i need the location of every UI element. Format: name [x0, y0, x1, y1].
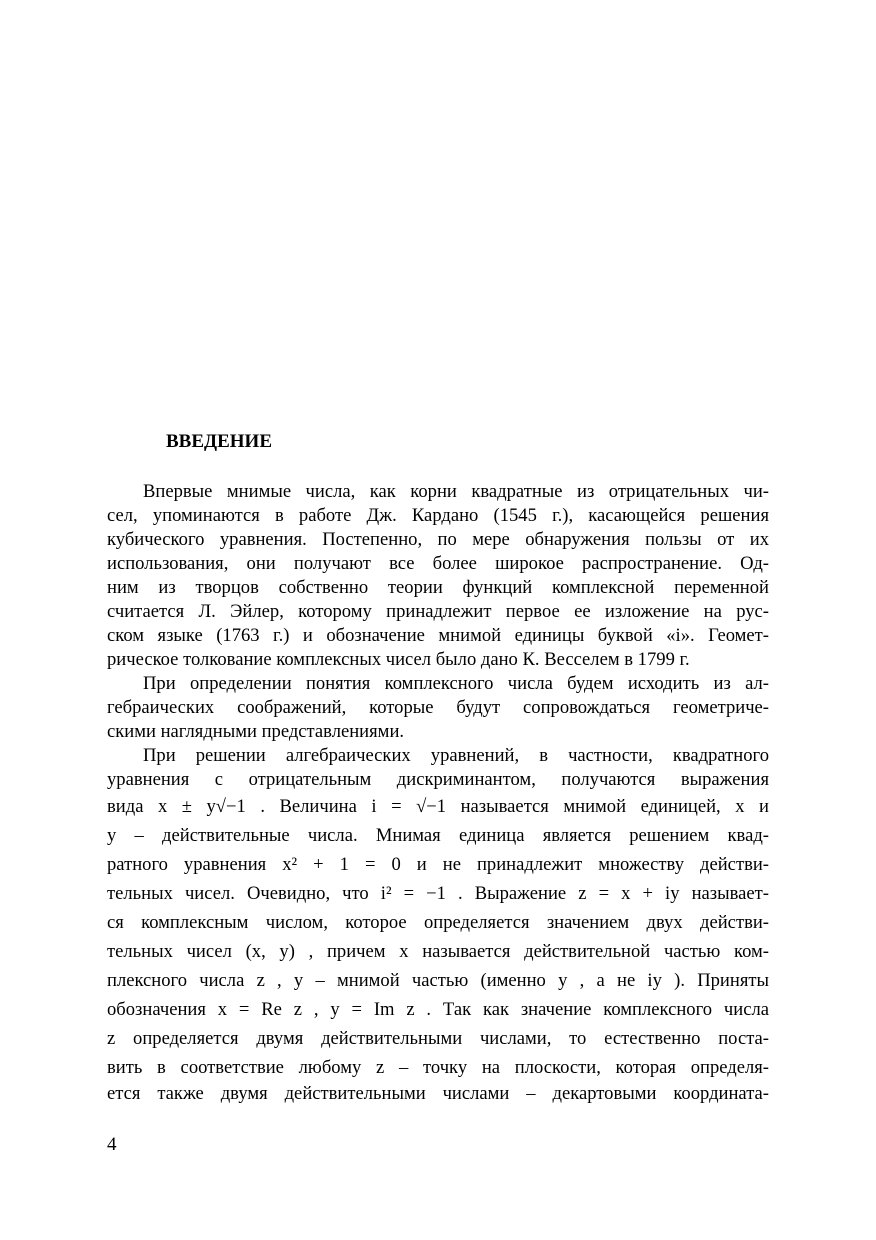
text-line: гебраических соображений, которые будут сопровождаться геометриче-: [107, 697, 769, 718]
text-line: ся комплексным числом, которое определяется значением двух действи-: [107, 912, 769, 933]
text-line: кубического уравнения. Постепенно, по мере обнаружения пользы от их: [107, 529, 769, 550]
text-line: ском языке (1763 г.) и обозначение мнимой единицы буквой «i». Геомет-: [107, 625, 769, 646]
text-line: плексного числа z , y – мнимой частью (именно y , а не iy ). Приняты: [107, 970, 769, 991]
body-text: [107, 480, 769, 1106]
section-heading: ВВЕДЕНИЕ: [166, 431, 272, 452]
text-line: сел, упоминаются в работе Дж. Кардано (1545 г.), касающейся решения: [107, 505, 769, 526]
text-line: тельных чисел. Очевидно, что i² = −1 . Выражение z = x + iy называет-: [107, 883, 769, 904]
text-line: ним из творцов собственно теории функций комплексной переменной: [107, 577, 769, 598]
text-line: вить в соответствие любому z – точку на плоскости, которая определя-: [107, 1057, 769, 1078]
text-line: вида x ± y√−1 . Величина i = √−1 называется мнимой единицей, x и: [107, 796, 769, 817]
text-line: z определяется двумя действительными числами, то естественно поста-: [107, 1028, 769, 1049]
text-line: обозначения x = Re z , y = Im z . Так как значение комплексного числа: [107, 999, 769, 1020]
text-line: ратного уравнения x² + 1 = 0 и не принадлежит множеству действи-: [107, 854, 769, 875]
text-line: рическое толкование комплексных чисел было дано К. Весселем в 1799 г.: [107, 649, 690, 670]
text-line: y – действительные числа. Мнимая единица является решением квад-: [107, 825, 769, 846]
text-line: Впервые мнимые числа, как корни квадратные из отрицательных чи-: [143, 481, 769, 502]
paragraph: [107, 744, 769, 1106]
text-line: уравнения с отрицательным дискриминантом, получаются выражения: [107, 769, 769, 790]
paragraph: [107, 672, 769, 744]
text-line: При определении понятия комплексного числа будем исходить из ал-: [143, 673, 769, 694]
text-line: При решении алгебраических уравнений, в частности, квадратного: [143, 745, 769, 766]
text-line: считается Л. Эйлер, которому принадлежит первое ее изложение на рус-: [107, 601, 769, 622]
text-line: использования, они получают все более широкое распространение. Од-: [107, 553, 769, 574]
text-line: ется также двумя действительными числами – декартовыми координата-: [107, 1083, 769, 1104]
paragraph: [107, 480, 769, 672]
text-line: скими наглядными представлениями.: [107, 721, 405, 742]
page-number: 4: [107, 1134, 117, 1155]
text-line: тельных чисел (x, y) , причем x называется действительной частью ком-: [107, 941, 769, 962]
